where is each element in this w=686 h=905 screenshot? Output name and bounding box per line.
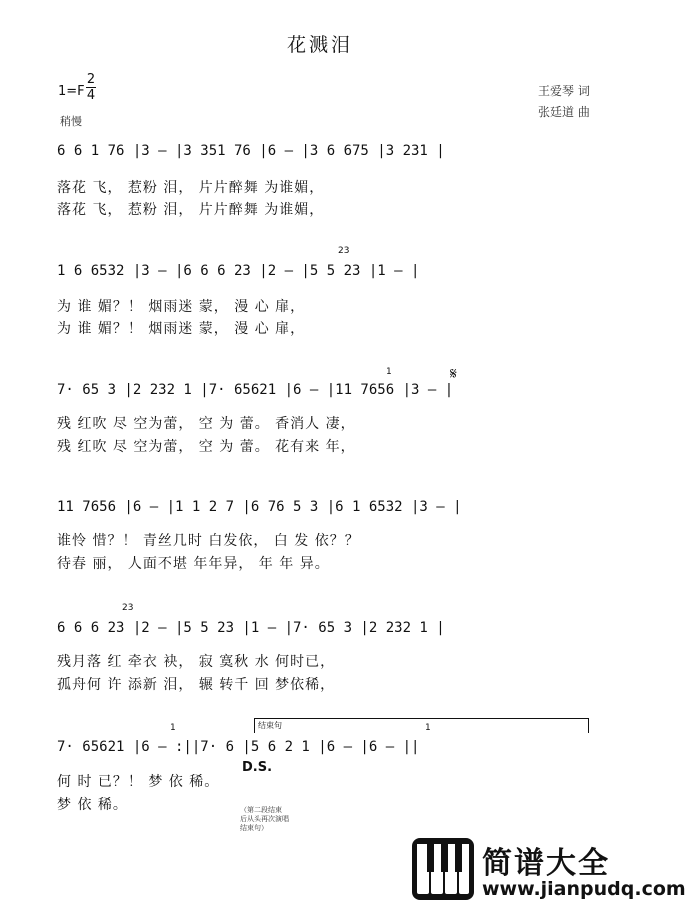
segno-sign: 𝄋	[450, 364, 457, 383]
lyricist-credit: 王爱琴 词	[538, 84, 590, 98]
ds-marking: D.S.	[242, 760, 273, 775]
lyrics-system-1-verse-2: 落花 飞， 惹粉 泪， 片片醉舞 为谁媚，	[57, 202, 325, 218]
lyrics-system-4-verse-1: 谁怜 惜？！ 青丝几时 白发依， 白 发 依？？	[57, 533, 360, 549]
notes-system-6: 7· 65621 |6 — :||7· 6 |5 6 2 1 |6 — |6 — ||	[57, 739, 420, 755]
site-logo	[412, 838, 686, 902]
lyrics-system-3-verse-1: 残 红吹 尽 空为蕾， 空 为 蕾。 香消人 凄，	[57, 416, 356, 432]
logo-name: 简谱大全	[482, 846, 610, 881]
notes-system-5: 6 6 6 23 |2 — |5 5 23 |1 — |7· 65 3 |2 232 1 |	[57, 620, 445, 636]
tempo-marking: 稍慢	[60, 115, 82, 128]
notes-system-2: 1 6 6532 |3 — |6 6 6 23 |2 — |5 5 23 |1 — |	[57, 263, 420, 279]
time-top: 2	[86, 72, 96, 87]
lyrics-system-4-verse-2: 待春 丽， 人面不堪 年年异， 年 年 异。	[57, 556, 330, 572]
notes-system-1: 6 6 1 76 |3 — |3 351 76 |6 — |3 6 675 |3 231 |	[57, 143, 445, 159]
volta-marker-3: 1	[425, 723, 431, 733]
key-signature: 1=F	[58, 84, 85, 99]
lyrics-system-2-verse-1: 为 谁 媚？！ 烟雨迷 蒙， 漫 心 扉，	[57, 299, 306, 315]
grace-note: 23	[338, 246, 350, 256]
lyrics-system-5-verse-1: 残月落 红 牵衣 袂， 寂 寞秋 水 何时已，	[57, 654, 336, 670]
lyrics-system-1-verse-1: 落花 飞， 惹粉 泪， 片片醉舞 为谁媚，	[57, 180, 325, 196]
volta-marker-2: 1	[170, 723, 176, 733]
time-bottom: 4	[86, 88, 96, 103]
ending-label: 结束句	[258, 721, 282, 730]
lyrics-system-3-verse-2: 残 红吹 尽 空为蕾， 空 为 蕾。 花有来 年，	[57, 439, 356, 455]
ending-bracket	[254, 718, 589, 733]
handwritten-note: （第二段结束 后从头再次演唱 结束句）	[240, 806, 289, 832]
lyrics-system-2-verse-2: 为 谁 媚？！ 烟雨迷 蒙， 漫 心 扉，	[57, 321, 306, 337]
piano-icon	[412, 838, 474, 900]
notes-system-4: 11 7656 |6 — |1 1 2 7 |6 76 5 3 |6 1 6532 |3 — |	[57, 499, 462, 515]
song-title: 花溅泪	[286, 34, 353, 56]
lyrics-system-6-verse-1: 何 时 已？！ 梦 依 稀。	[57, 774, 220, 790]
lyrics-system-5-verse-2: 孤舟何 许 添新 泪， 辗 转千 回 梦依稀，	[57, 677, 336, 693]
notes-system-3: 7· 65 3 |2 232 1 |7· 65621 |6 — |11 7656 |3 — |	[57, 382, 454, 398]
volta-marker: 1	[386, 367, 392, 377]
grace-note-2: 23	[122, 603, 134, 613]
logo-url: www.jianpudq.com	[482, 878, 686, 900]
composer-credit: 张廷道 曲	[538, 105, 590, 119]
lyrics-system-6-verse-2: 梦 依 稀。	[57, 797, 128, 813]
time-signature	[86, 72, 96, 103]
